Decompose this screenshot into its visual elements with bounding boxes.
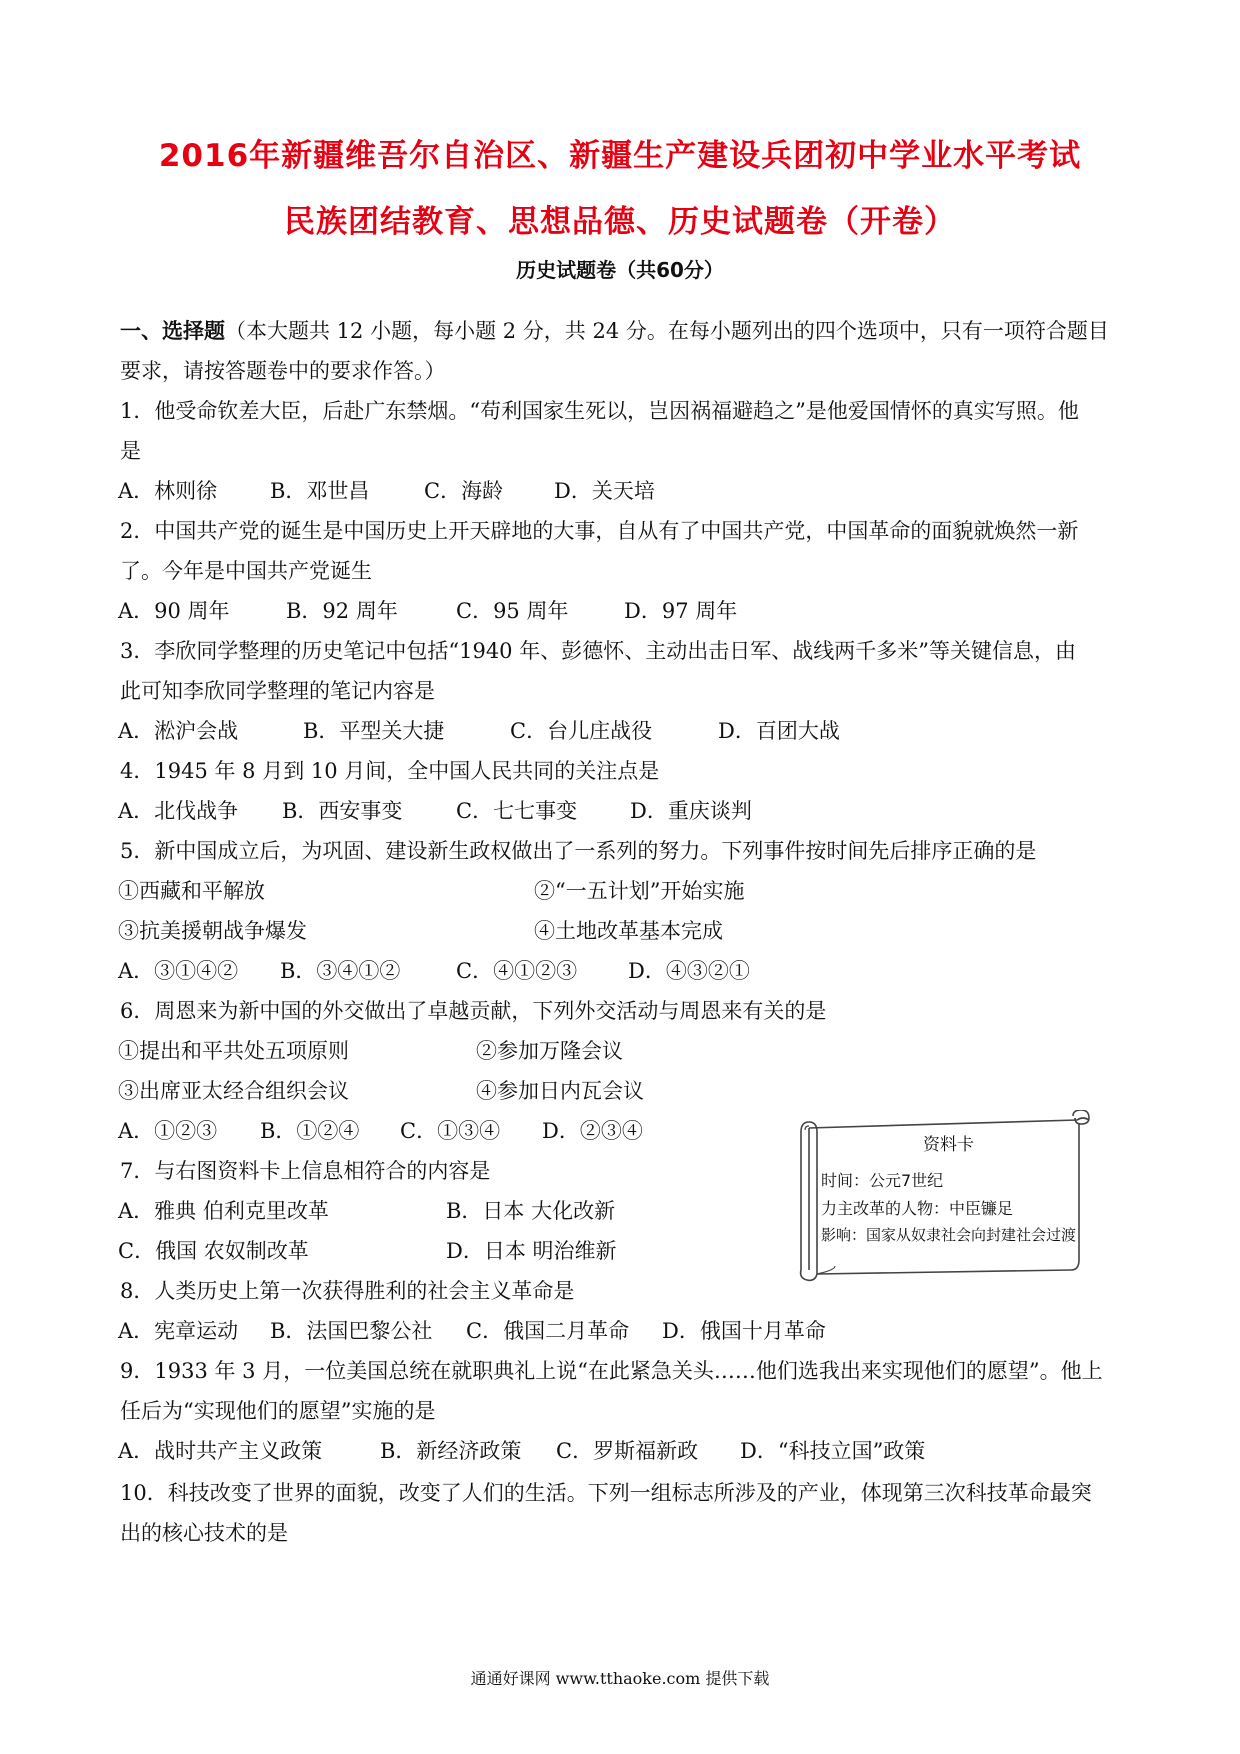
- q9-option-d: D．“科技立国”政策: [740, 1439, 926, 1463]
- q1-option-d: D．关天培: [554, 479, 655, 503]
- q6-item-4: ④参加日内瓦会议: [476, 1079, 644, 1103]
- q1-option-b: B．邓世昌: [270, 479, 370, 503]
- question-10-stem: 10．科技改变了世界的面貌，改变了人们的生活。下列一组标志所涉及的产业，体现第三次科技革命最突: [120, 1481, 1092, 1505]
- question-1-stem: 1．他受命钦差大臣，后赴广东禁烟。“苟利国家生死以，岂因祸福避趋之”是他爱国情怀的真实写照。他: [120, 399, 1079, 423]
- q8-option-c: C．俄国二月革命: [466, 1319, 630, 1343]
- info-card-scroll: [795, 1110, 1095, 1286]
- question-7-stem: 7．与右图资料卡上信息相符合的内容是: [120, 1159, 491, 1183]
- card-title: 资料卡: [923, 1135, 974, 1155]
- exam-title-line1: 2016年新疆维吾尔自治区、新疆生产建设兵团初中学业水平考试: [158, 138, 1082, 174]
- q8-option-b: B．法国巴黎公社: [270, 1319, 433, 1343]
- q6-option-c: C．①③④: [400, 1119, 501, 1143]
- q2-option-a: A．90 周年: [118, 599, 230, 623]
- q4-option-b: B．西安事变: [282, 799, 403, 823]
- q8-option-a: A．宪章运动: [118, 1319, 239, 1343]
- q2-option-d: D．97 周年: [624, 599, 738, 623]
- question-3-stem-cont: 此可知李欣同学整理的笔记内容是: [120, 679, 435, 703]
- q7-option-d: D．日本 明治维新: [446, 1239, 617, 1263]
- q2-option-c: C．95 周年: [456, 599, 569, 623]
- section-intro: [120, 318, 1109, 344]
- q4-option-d: D．重庆谈判: [630, 799, 752, 823]
- q5-item-3: ③抗美援朝战争爆发: [118, 919, 307, 943]
- q3-option-b: B．平型关大捷: [303, 719, 445, 743]
- q9-option-a: A．战时共产主义政策: [118, 1439, 323, 1463]
- question-9-stem-cont: 任后为“实现他们的愿望”实施的是: [120, 1399, 436, 1423]
- paper-subtitle: 历史试题卷（共60分）: [516, 258, 724, 282]
- question-6-stem: 6．周恩来为新中国的外交做出了卓越贡献，下列外交活动与周恩来有关的是: [120, 999, 827, 1023]
- q3-option-a: A．淞沪会战: [118, 719, 239, 743]
- q3-option-c: C．台儿庄战役: [510, 719, 653, 743]
- q6-item-1: ①提出和平共处五项原则: [118, 1039, 349, 1063]
- q5-item-2: ②“一五计划”开始实施: [534, 879, 745, 903]
- q7-option-c: C．俄国 农奴制改革: [118, 1239, 309, 1263]
- q4-option-a: A．北伐战争: [118, 799, 239, 823]
- q5-option-c: C．④①②③: [456, 959, 578, 983]
- q6-option-b: B．①②④: [260, 1119, 360, 1143]
- q9-option-c: C．罗斯福新政: [556, 1439, 699, 1463]
- q5-option-b: B．③④①②: [280, 959, 401, 983]
- section-intro-text: （本大题共 12 小题，每小题 2 分，共 24 分。在每小题列出的四个选项中，只有一项符合题目: [225, 319, 1109, 343]
- q5-option-a: A．③①④②: [118, 959, 239, 983]
- exam-title-line2: 民族团结教育、思想品德、历史试题卷（开卷）: [284, 204, 956, 240]
- question-5-stem: 5．新中国成立后，为巩固、建设新生政权做出了一系列的努力。下列事件按时间先后排序正确的是: [120, 839, 1037, 863]
- section-heading: 一、选择题: [120, 319, 225, 343]
- question-8-stem: 8．人类历史上第一次获得胜利的社会主义革命是: [120, 1279, 575, 1303]
- question-4-stem: 4．1945 年 8 月到 10 月间，全中国人民共同的关注点是: [120, 759, 660, 783]
- q2-option-b: B．92 周年: [286, 599, 398, 623]
- q6-item-3: ③出席亚太经合组织会议: [118, 1079, 349, 1103]
- question-1-stem-cont: 是: [120, 439, 141, 463]
- card-line-impact: 影响：国家从奴隶社会向封建社会过渡: [821, 1226, 1077, 1244]
- section-intro-cont: 要求，请按答题卷中的要求作答。）: [120, 359, 446, 383]
- q5-item-4: ④土地改革基本完成: [534, 919, 723, 943]
- card-line-time: 时间：公元7世纪: [821, 1171, 944, 1190]
- q5-option-d: D．④③②①: [628, 959, 750, 983]
- card-line-person: 力主改革的人物：中臣镰足: [821, 1199, 1014, 1218]
- question-2-stem: 2．中国共产党的诞生是中国历史上开天辟地的大事，自从有了中国共产党，中国革命的面貌就焕然一新: [120, 519, 1079, 543]
- q1-option-c: C．海龄: [424, 479, 504, 503]
- q7-option-a: A．雅典 伯利克里改革: [118, 1199, 329, 1223]
- q6-item-2: ②参加万隆会议: [476, 1039, 623, 1063]
- footer-source: 通通好课网 www.tthaoke.com 提供下载: [470, 1669, 770, 1688]
- q6-option-a: A．①②③: [118, 1119, 218, 1143]
- question-2-stem-cont: 了。今年是中国共产党诞生: [120, 559, 372, 583]
- question-9-stem: 9．1933 年 3 月，一位美国总统在就职典礼上说“在此紧急关头……他们选我出来实现他们的愿望”。他上: [120, 1359, 1103, 1383]
- q7-option-b: B．日本 大化改新: [446, 1199, 616, 1223]
- q3-option-d: D．百团大战: [718, 719, 840, 743]
- q4-option-c: C．七七事变: [456, 799, 578, 823]
- q5-item-1: ①西藏和平解放: [118, 879, 265, 903]
- question-3-stem: 3．李欣同学整理的历史笔记中包括“1940 年、彭德怀、主动出击日军、战线两千多米”等关键信息，由: [120, 639, 1076, 663]
- q1-option-a: A．林则徐: [118, 479, 218, 503]
- q6-option-d: D．②③④: [542, 1119, 643, 1143]
- question-10-stem-cont: 出的核心技术的是: [120, 1521, 288, 1545]
- q8-option-d: D．俄国十月革命: [662, 1319, 826, 1343]
- q9-option-b: B．新经济政策: [380, 1439, 522, 1463]
